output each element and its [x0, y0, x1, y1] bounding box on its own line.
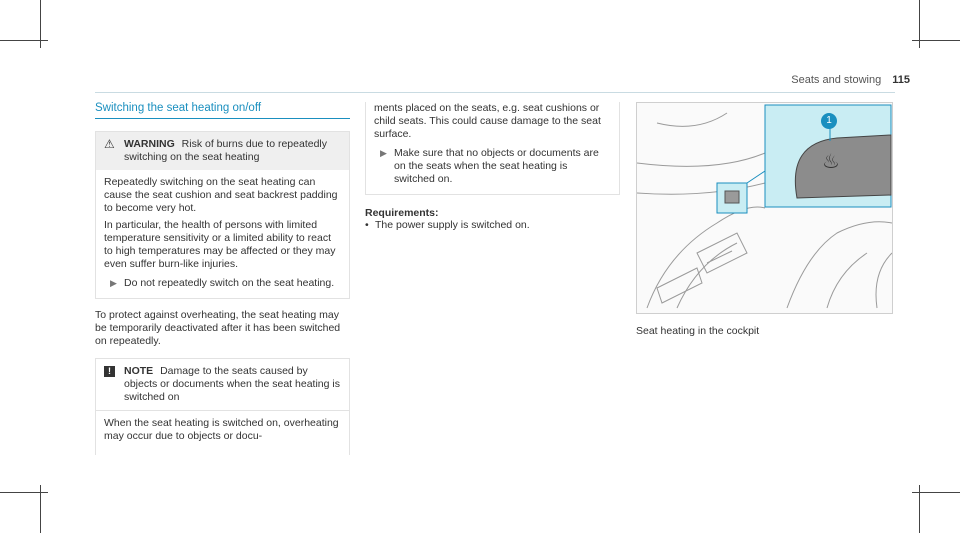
- warning-header: [96, 132, 349, 170]
- step-text: Make sure that no objects or documents are on the seats when the seat heating is switched on.: [394, 147, 599, 185]
- crop-mark: [0, 40, 48, 41]
- cockpit-illustration: [636, 102, 893, 314]
- arrow-right-icon: ▶: [380, 148, 387, 158]
- note-label: NOTE: [124, 365, 154, 377]
- section-heading: Switching the seat heating on/off: [95, 102, 350, 119]
- warning-label: WARNING: [124, 138, 175, 150]
- warning-triangle-icon: ⚠: [104, 137, 115, 151]
- warning-heading: Risk of burns due to repeatedly switching on the seat heating: [124, 138, 328, 163]
- note-continuation: [365, 102, 620, 195]
- exclamation-icon: !: [104, 366, 115, 377]
- requirement-item: [365, 219, 620, 232]
- note-heading: Damage to the seats caused by objects or documents when the seat heating is switched on: [124, 365, 340, 403]
- instruction-step: [374, 147, 611, 186]
- note-text: When the seat heating is switched on, overheating may occur due to objects or docu-: [104, 417, 339, 442]
- svg-text:♨: ♨: [822, 149, 840, 173]
- column-middle: [365, 102, 620, 232]
- header-rule: [95, 92, 895, 93]
- arrow-right-icon: ▶: [110, 278, 117, 288]
- body-paragraph: To protect against overheating, the seat heating may be temporarily deactivated after it has been switched on repeatedly.: [95, 309, 341, 347]
- section-title: Seats and stowing: [791, 74, 882, 86]
- page-header: [791, 74, 910, 86]
- crop-mark: [0, 492, 48, 493]
- requirements-title: Requirements:: [365, 207, 439, 219]
- note-text: ments placed on the seats, e.g. seat cushions or child seats. This could cause damage to the seat surface.: [374, 102, 601, 140]
- note-box: [95, 358, 350, 455]
- figure-caption: Seat heating in the cockpit: [636, 325, 760, 337]
- note-body: [96, 410, 349, 455]
- instruction-step: [104, 277, 341, 290]
- bullet-icon: •: [365, 219, 369, 231]
- crop-mark: [912, 492, 960, 493]
- crop-mark: [912, 40, 960, 41]
- callout-marker: 1: [821, 113, 837, 129]
- warning-text: Repeatedly switching on the seat heating can cause the seat cushion and seat backrest padding to become very hot.: [104, 176, 338, 214]
- door-panel-drawing: [637, 103, 892, 313]
- column-left: [95, 102, 350, 455]
- warning-text: In particular, the health of persons with limited temperature sensitivity or a limited ability to react to high temperatures may be affected or they may even suffer burn-like injuries.: [104, 219, 336, 270]
- note-header: [96, 359, 349, 410]
- step-text: Do not repeatedly switch on the seat heating.: [124, 277, 335, 289]
- requirement-text: The power supply is switched on.: [375, 219, 530, 231]
- page-number: 115: [892, 74, 910, 86]
- warning-body: [96, 170, 349, 298]
- warning-box: [95, 131, 350, 299]
